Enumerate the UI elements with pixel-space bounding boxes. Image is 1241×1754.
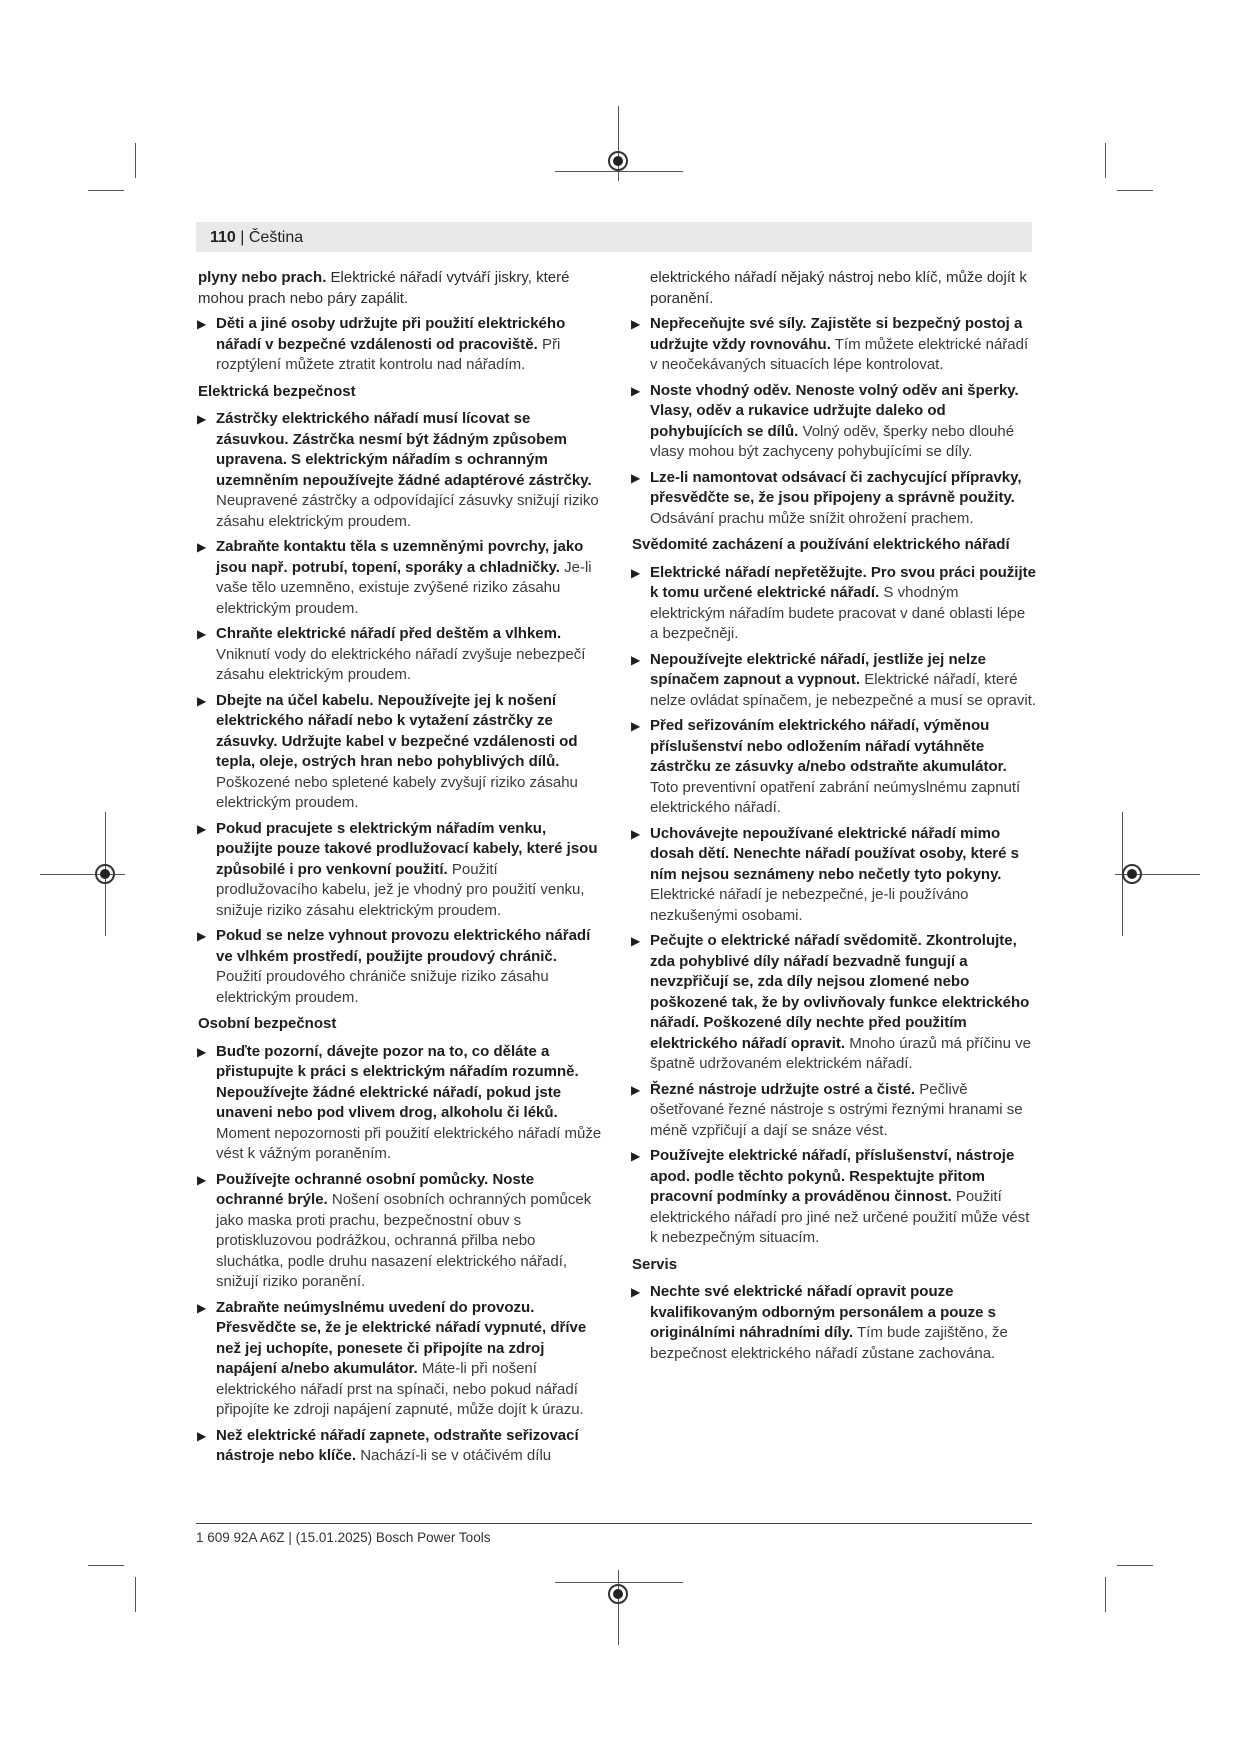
bullet-arrow-icon: ▶ [197, 317, 207, 331]
footer-rule [196, 1523, 1032, 1524]
header-language: Čeština [248, 229, 304, 246]
list-item: ▶ Zabraňte kontaktu těla s uzemněnými povrchy, jako jsou např. potrubí, topení, sporáky a chladničky. Je-li vaše tělo uzemněno, existuje zvýšené riziko zásahu elektrickým proudem. [197, 538, 592, 617]
right-column [632, 268, 1037, 1369]
bullet-arrow-icon: ▶ [197, 693, 207, 708]
bullet-arrow-icon: ▶ [631, 1285, 641, 1299]
list-item: ▶ Před seřizováním elektrického nářadí, výměnou příslušenství nebo odložením nářadí vytáhněte zástrčku ze zásuvky a/nebo odstraňte akumulátor. Toto preventivní opatření zabrání neúmyslnému zapnutí elektrického nářadí. [631, 717, 1021, 816]
list-item: ▶ Lze-li namontovat odsávací či zachycující přípravky, přesvědčte se, že jsou připojeny a správně použity. Odsávání prachu může snížit ohrožení prachem. [631, 468, 1022, 527]
bullet-arrow-icon: ▶ [197, 627, 207, 641]
bullet-arrow-icon: ▶ [197, 412, 207, 426]
registration-line [555, 171, 683, 172]
crop-mark [88, 190, 124, 191]
list-item: ▶ Používejte ochranné osobní pomůcky. Noste ochranné brýle. Nošení osobních ochranných pomůcek jako maska proti prachu, bezpečnostní obuv s protiskluzovou podrážkou, ochranná přilba nebo sluchátka, podle druhu nasazení elektrického nářadí, snižují riziko poranění. [197, 1170, 592, 1290]
bullet-arrow-icon: ▶ [197, 1428, 207, 1443]
bullet-arrow-icon: ▶ [197, 821, 207, 836]
crop-mark [1105, 1577, 1106, 1612]
list-item: ▶ Buďte pozorní, dávejte pozor na to, co děláte a přistupujte k práci s elektrickým nářadím rozumně. Nepoužívejte žádné elektrické nářadí, pokud jste unaveni nebo pod vlivem drog, alkoholu či léků. Moment nepozornosti při použití elektrického nářadí může vést k vážným poraněním. [197, 1042, 602, 1162]
bullet-arrow-icon: ▶ [631, 470, 641, 485]
section-heading: Svědomité zacházení a používání elektrického nářadí [632, 536, 1010, 553]
list-item: ▶ Chraňte elektrické nářadí před deštěm a vlhkem. Vniknutí vody do elektrického nářadí zvyšuje nebezpečí zásahu elektrickým proudem. [197, 625, 586, 683]
registration-target-icon [608, 1584, 628, 1604]
registration-target-icon [1122, 864, 1142, 884]
text-paragraph: elektrického nářadí nějaký nástroj nebo klíč, může dojít k poranění. [650, 269, 1027, 307]
crop-mark [135, 1577, 136, 1612]
list-item: ▶ Používejte elektrické nářadí, příslušenství, nástroje apod. podle těchto pokynů. Respektujte přitom pracovní podmínky a prováděnou činnost. Použití elektrického nářadí pro jiné než určené použití může vést k nebezpečným situacím. [631, 1147, 1030, 1246]
header-text: 110 | Čeština [210, 229, 304, 246]
bullet-arrow-icon: ▶ [631, 1149, 641, 1163]
section-heading: Osobní bezpečnost [198, 1015, 337, 1032]
bullet-arrow-icon: ▶ [631, 565, 641, 580]
crop-mark [88, 1565, 124, 1566]
crop-mark [135, 143, 136, 178]
crop-mark [1117, 1565, 1153, 1566]
list-item: ▶ Děti a jiné osoby udržujte při použití elektrického nářadí v bezpečné vzdálenosti od pracoviště. Při rozptýlení můžete ztratit kontrolu nad nářadím. [197, 315, 566, 373]
list-item: ▶ Pokud pracujete s elektrickým nářadím venku, použijte pouze takové prodlužovací kabely, které jsou způsobilé i pro venkovní použití. Použití prodlužovacího kabelu, jež je vhodný pro použití venku, snižuje riziko zásahu elektrickým proudem. [197, 819, 598, 919]
bullet-arrow-icon: ▶ [631, 826, 641, 841]
list-item: ▶ Elektrické nářadí nepřetěžujte. Pro svou práci použijte k tomu určené elektrické nářadí. S vhodným elektrickým nářadím budete pracovat v dané oblasti lépe a bezpečněji. [631, 563, 1036, 642]
list-item: ▶ Dbejte na účel kabelu. Nepoužívejte jej k nošení elektrického nářadí nebo k vytažení zástrčky ze zásuvky. Udržujte kabel v bezpečné vzdálenosti od tepla, oleje, ostrých hran nebo pohyblivých dílů. Poškozené nebo spletené kabely zvyšují riziko zásahu elektrickým proudem. [197, 691, 578, 811]
list-item: ▶ Zabraňte neúmyslnému uvedení do provozu. Přesvědčte se, že je elektrické nářadí vypnuté, dříve než jej uchopíte, ponesete či připojíte na zdroj napájení a/nebo akumulátor. Máte-li při nošení elektrického nářadí prst na spínači, nebo pokud nářadí připojíte ke zdroji napájení zapnuté, může dojít k úrazu. [197, 1298, 587, 1418]
crop-mark [1117, 190, 1153, 191]
list-item: ▶ Než elektrické nářadí zapnete, odstraňte seřizovací nástroje nebo klíče. Nachází-li se v otáčivém dílu [197, 1426, 579, 1464]
list-item: ▶ Řezné nástroje udržujte ostré a čisté. Pečlivě ošetřované řezné nástroje s ostrými řeznými hranami se méně vzpřičují a dají se snáze vést. [631, 1080, 1023, 1139]
list-item: ▶ Pokud se nelze vyhnout provozu elektrického nářadí ve vlhkém prostředí, použijte proudový chránič. Použití proudového chrániče snižuje riziko zásahu elektrickým proudem. [197, 927, 591, 1006]
bullet-arrow-icon: ▶ [197, 1300, 207, 1315]
registration-target-icon [95, 864, 115, 884]
bullet-arrow-icon: ▶ [631, 934, 641, 948]
bullet-arrow-icon: ▶ [631, 317, 641, 331]
list-item: ▶ Pečujte o elektrické nářadí svědomitě. Zkontrolujte, zda pohyblivé díly nářadí bezvadně fungují a nevzpřičují se, zda díly nejsou zlomené nebo poškozené tak, že by ovlivňovaly funkce elektrického nářadí. Poškozené díly nechte před použitím elektrického nářadí opravit. Mnoho úrazů má příčinu ve špatně udržovaném elektrickém nářadí. [631, 932, 1032, 1072]
bullet-arrow-icon: ▶ [197, 540, 207, 554]
list-item: ▶ Nepoužívejte elektrické nářadí, jestliže jej nelze spínačem zapnout a vypnout. Elektrické nářadí, které nelze ovládat spínačem, je nebezpečné a musí se opravit. [631, 650, 1037, 709]
page-header [196, 222, 1032, 252]
bullet-arrow-icon: ▶ [197, 1172, 207, 1187]
page-number: 110 [210, 229, 236, 246]
list-item: ▶ Zástrčky elektrického nářadí musí lícovat se zásuvkou. Zástrčka nesmí být žádným způsobem upravena. S elektrickým nářadím s ochranným uzemněním nepoužívejte žádné adaptérové zástrčky. Neupravené zástrčky a odpovídající zásuvky snižují riziko zásahu elektrickým proudem. [197, 410, 599, 530]
list-item: ▶ Noste vhodný oděv. Nenoste volný oděv ani šperky. Vlasy, oděv a rukavice udržujte daleko od pohybujících se dílů. Volný oděv, šperky nebo dlouhé vlasy mohou být zachyceny pohybujícími se díly. [631, 381, 1019, 460]
section-heading: Servis [632, 1255, 678, 1273]
bullet-arrow-icon: ▶ [631, 652, 641, 667]
section-heading: Elektrická bezpečnost [198, 382, 356, 400]
list-item: ▶ Nepřeceňujte své síly. Zajistěte si bezpečný postoj a udržujte vždy rovnováhu. Tím můžete elektrické nářadí v neočekávaných situacích lépe kontrolovat. [631, 315, 1029, 373]
footer-text: 1 609 92A A6Z | (15.01.2025) Bosch Power Tools [196, 1530, 491, 1545]
bullet-arrow-icon: ▶ [631, 383, 641, 398]
registration-line [555, 1582, 683, 1583]
bullet-arrow-icon: ▶ [631, 719, 641, 733]
registration-target-icon [608, 151, 628, 171]
bullet-arrow-icon: ▶ [197, 1044, 207, 1059]
text-paragraph: plyny nebo prach. Elektrické nářadí vytváří jiskry, které mohou prach nebo páry zapálit. [198, 269, 570, 307]
crop-mark [1105, 143, 1106, 178]
list-item: ▶ Uchovávejte nepoužívané elektrické nářadí mimo dosah dětí. Nenechte nářadí používat osoby, které s ním nejsou seznámeny nebo nečetly tyto pokyny. Elektrické nářadí je nebezpečné, je-li používáno nezkušenými osobami. [631, 824, 1019, 924]
bullet-arrow-icon: ▶ [631, 1082, 641, 1097]
bullet-arrow-icon: ▶ [197, 929, 207, 943]
list-item: ▶ Nechte své elektrické nářadí opravit pouze kvalifikovaným odborným personálem a pouze s originálními náhradními díly. Tím bude zajištěno, že bezpečnost elektrického nářadí zůstane zachována. [631, 1283, 1008, 1362]
left-column [198, 268, 603, 1472]
